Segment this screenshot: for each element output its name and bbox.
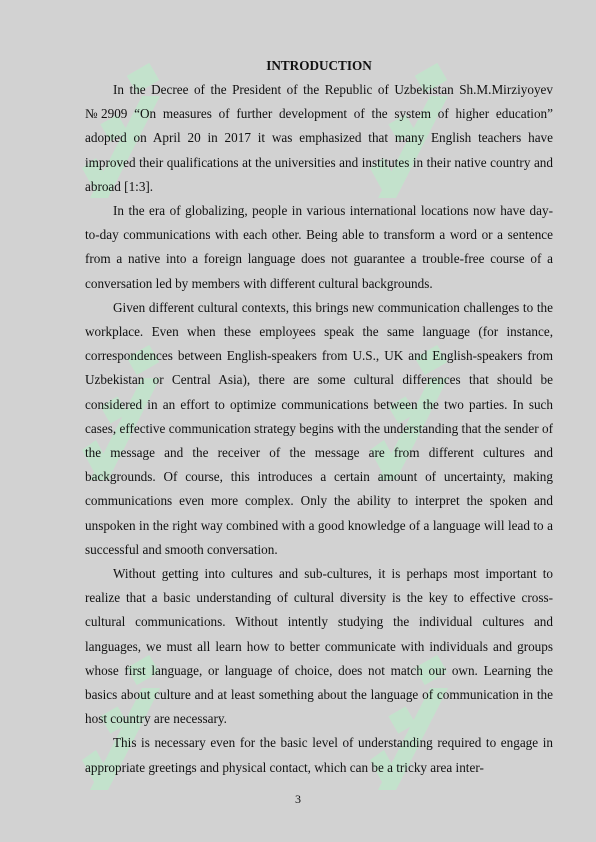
paragraph: In the Decree of the President of the Republic of Uzbekistan Sh.M.Mirziyoyev №2909 “On measures of further development of the system of higher education” adopted on April 20 in 2017 it was emphasized that many English teachers have improved their qualifications at the universities and institutes in their native country and abroad [1:3].	[85, 82, 553, 194]
paragraph: This is necessary even for the basic level of understanding required to engage in appropriate greetings and physical contact, which can be a tricky area inter-	[85, 735, 553, 775]
page-number: 3	[295, 792, 301, 806]
paragraph: Given different cultural contexts, this brings new communication challenges to the workplace. Even when these employees speak the same language (for instance, correspondences between English-speakers from U.S., UK and English-speakers from Uzbekistan or Central Asia), there are some cultural differences that should be considered in an effort to optimize communications between the two parties. In such cases, effective communication strategy begins with the understanding that the sender of the message and the receiver of the message are from different cultures and backgrounds. Of course, this introduces a certain amount of uncertainty, making communications even more complex. Only the ability to interpret the spoken and unspoken in the right way combined with a good knowledge of a language will lead to a successful and smooth conversation.	[85, 299, 553, 557]
page-title: INTRODUCTION	[266, 58, 372, 73]
document-body	[85, 56, 553, 780]
paragraph: Without getting into cultures and sub-cultures, it is perhaps most important to realize that a basic understanding of cultural diversity is the key to effective cross-cultural communications. Without intently studying the individual cultures and languages, we must all learn how to better communicate with individuals and groups whose first language, or language of choice, does not match our own. Learning the basics about culture and at least something about the language of communication in the host country are necessary.	[85, 566, 553, 727]
paragraph: In the era of globalizing, people in various international locations now have day-to-day communications with each other. Being able to transform a word or a sentence from a native into a foreign language does not guarantee a trouble-free course of a conversation led by members with different cultural backgrounds.	[85, 203, 553, 291]
